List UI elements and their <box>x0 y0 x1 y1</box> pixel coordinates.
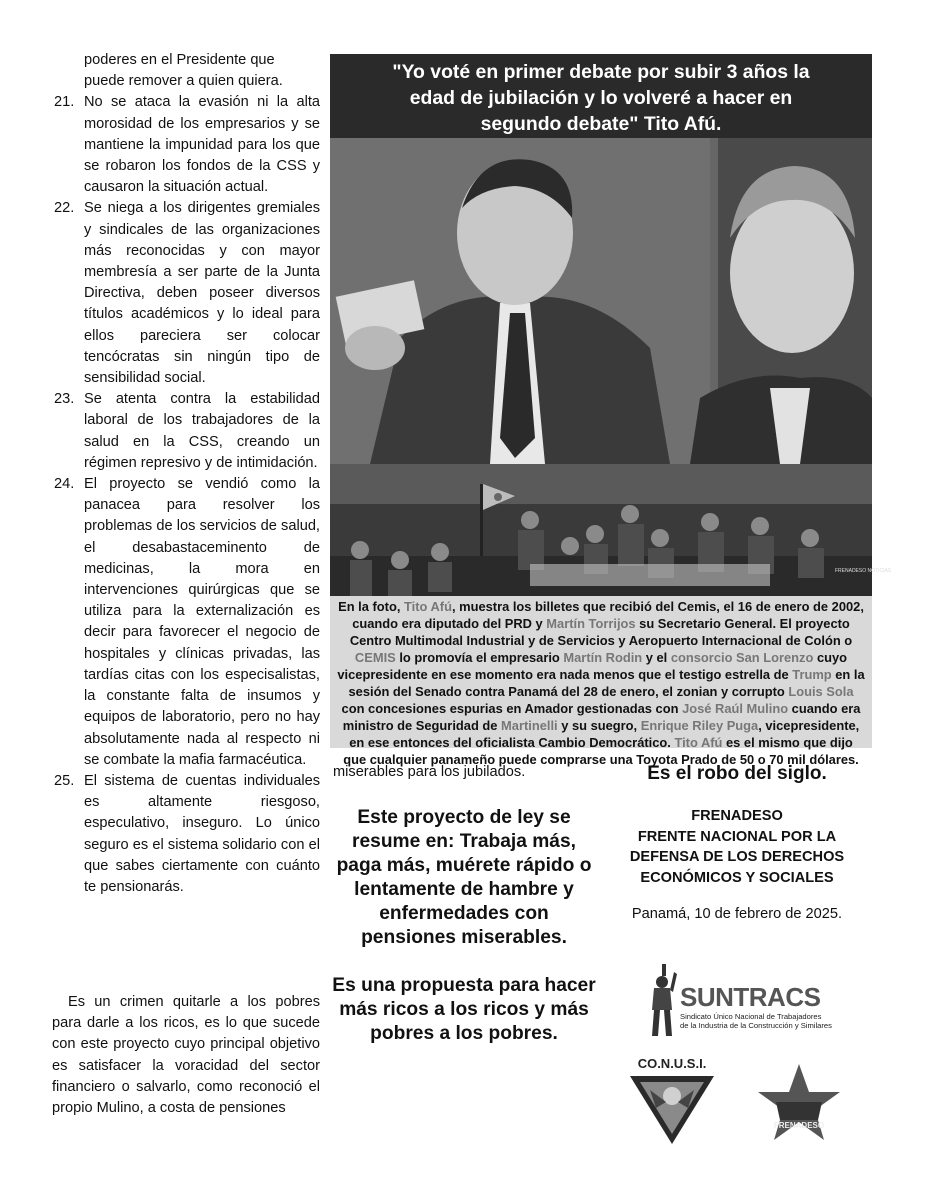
caption-highlight: Louis Sola <box>788 684 854 699</box>
frenadeso-logo <box>756 1062 842 1142</box>
closing-paragraph: Es un crimen quitarle a los pobres para darle a los ricos, es lo que sucede con este proyecto cuyo principal objetivo es satisfacer la voracidad del sector financiero o salvarlo, como reconoció el propio Mulino, a costa de pensiones <box>52 994 320 1117</box>
list-number: 24. <box>54 476 75 493</box>
star-icon <box>756 1062 842 1142</box>
suntracs-subtitle-line: de la Industria de la Construcción y Similares <box>680 1021 832 1030</box>
caption-highlight: Martín Rodin <box>563 650 643 665</box>
list-lead-line: poderes en el Presidente que <box>84 52 275 68</box>
headline-banner <box>330 54 872 138</box>
headline-line: segundo debate" Tito Afú. <box>480 113 722 135</box>
list-item-text: No se ataca la evasión ni la alta morosidad de los empresarios y se mantiene la impunidad para los que se robaron los fondos de la CSS y causaron la situación actual. <box>84 94 320 196</box>
org-line: ECONÓMICOS Y SOCIALES <box>640 869 834 886</box>
caption-text: , vicepresidente, en ese entonces del oficialista Cambio Democrático. <box>349 718 860 750</box>
list-item-25 <box>52 771 320 898</box>
headline-line: edad de jubilación y lo volveré a hacer en <box>409 87 793 109</box>
caption-text: cuyo vicepresidente en ese momento era nada menos que el testigo estrella de <box>337 650 848 682</box>
list-item-text: El sistema de cuentas individuales es altamente riesgoso, especulativo, inseguro. Lo único seguro es el sistema solidario con el que sabes ciertamente con cuánto te pensionarás. <box>84 772 320 895</box>
list-item-23 <box>52 389 320 474</box>
list-item-text: El proyecto se vendió como la panacea para resolver los problemas de los servicios de salud, el desabastaceminento de medicinas, la mora en intervenciones quirúrgicas que se utiliza para la externalización es decir para favorecer el negocio de hospitales y clínicas privadas, las tardías citas con los especisalistas, la constante falta de insumos y equipos de laboratorio, pero no hay absolutamente nada al respecto ni se combate la mafia farmacéutica. <box>84 476 320 768</box>
caption-highlight: Tito Afú <box>403 599 452 614</box>
conusi-logo <box>626 1054 718 1146</box>
photo-block <box>330 54 892 767</box>
caption-text: lo promovía el empresario <box>395 650 564 665</box>
caption-text: con concesiones espurias en Amador gestionadas con <box>341 701 683 716</box>
suntracs-subtitle-line: Sindicato Único Nacional de Trabajadores <box>680 1012 822 1021</box>
list-item-22 <box>52 198 320 389</box>
list-number: 25. <box>54 772 75 789</box>
session-image <box>330 464 892 596</box>
conusi-emblem <box>626 1054 718 1146</box>
org-line: FRENTE NACIONAL POR LA <box>637 828 837 845</box>
list-item-21 <box>52 92 320 198</box>
list-number: 23. <box>54 391 75 408</box>
robo-heading: Es el robo del siglo. <box>647 763 827 784</box>
watermark: FRENADESO NOTICIAS <box>835 568 892 574</box>
organization-name <box>612 806 862 888</box>
suntracs-name: SUNTRACS <box>680 982 821 1012</box>
caption-highlight: José Raúl Mulino <box>682 701 789 716</box>
photo-caption <box>330 596 872 767</box>
caption-text: En la foto, <box>338 599 404 614</box>
caption-highlight: Enrique Riley Puga <box>640 718 759 733</box>
list-number: 22. <box>54 200 75 217</box>
org-line: DEFENSA DE LOS DERECHOS <box>629 849 845 865</box>
proposal-text: Es una propuesta para hacer más ricos a los ricos y más pobres a los pobres. <box>332 975 596 1044</box>
conusi-name: CO.N.U.S.I. <box>637 1056 707 1071</box>
worker-figure-icon <box>640 962 680 1038</box>
caption-text: , muestra los billetes que recibió del Cemis, el 16 de enero de 2002, cuando era diputado del PRD y <box>352 599 864 631</box>
caption-text: y el <box>642 650 671 665</box>
summary-block <box>330 806 598 1046</box>
suntracs-logo <box>640 962 830 1038</box>
caption-text: y su suegro, <box>557 718 641 733</box>
list-item-text: Se niega a los dirigentes gremiales y sindicales de las organizaciones más reconocidas y con mayor membresía a ser parte de la Junta Directiva, deben poseer diversos títulos académicos y lo ideal para ellos pareciera ser colocar tencócratas sin ningún tipo de sensibilidad social. <box>84 200 320 387</box>
caption-highlight: CEMIS <box>354 650 396 665</box>
photo-portraits <box>330 138 872 464</box>
caption-highlight: Martín Torrijos <box>546 616 636 631</box>
numbered-list <box>52 50 320 898</box>
suntracs-subtitle <box>680 1012 832 1030</box>
caption-text: en la sesión del Senado contra Panamá del 28 de enero, el zonian y corrupto <box>348 667 865 699</box>
org-line: FRENADESO <box>691 808 783 824</box>
caption-highlight: consorcio San Lorenzo <box>670 650 814 665</box>
caption-text: su Secretario General. El proyecto Centro Multimodal Industrial y de Servicios y Aeropuerto Internacional de Colón o <box>349 616 853 648</box>
caption-highlight: Trump <box>792 667 832 682</box>
list-lead-line: puede remover a quien quiera. <box>84 73 283 90</box>
summary-text: Este proyecto de ley se resume en: Trabaja más, paga más, muérete rápido o lentamente de hambre y enfermedades con pensiones miserables. <box>336 807 592 948</box>
frenadeso-logo-text: FRENADESO <box>773 1121 825 1130</box>
portraits-image <box>330 138 872 464</box>
list-item-text: Se atenta contra la estabilidad laboral de los trabajadores de la salud en la CSS, creando un régimen represivo y de intimidación. <box>84 391 320 471</box>
caption-text: cuando era ministro de Seguridad de <box>342 701 861 733</box>
list-number: 21. <box>54 94 75 111</box>
caption-text: es el mismo que dijo que cualquier panameño puede comprarse una Toyota Prado de 50 o 70 mil dólares. <box>343 735 859 767</box>
photo-session <box>330 464 892 596</box>
headline-line: "Yo voté en primer debate por subir 3 años la <box>392 61 810 83</box>
list-item-24 <box>52 474 320 771</box>
caption-highlight: Tito Afú <box>674 735 723 750</box>
date-line: Panamá, 10 de febrero de 2025. <box>631 906 843 922</box>
continued-text: miserables para los jubilados. <box>333 764 526 780</box>
caption-highlight: Martinelli <box>501 718 558 733</box>
